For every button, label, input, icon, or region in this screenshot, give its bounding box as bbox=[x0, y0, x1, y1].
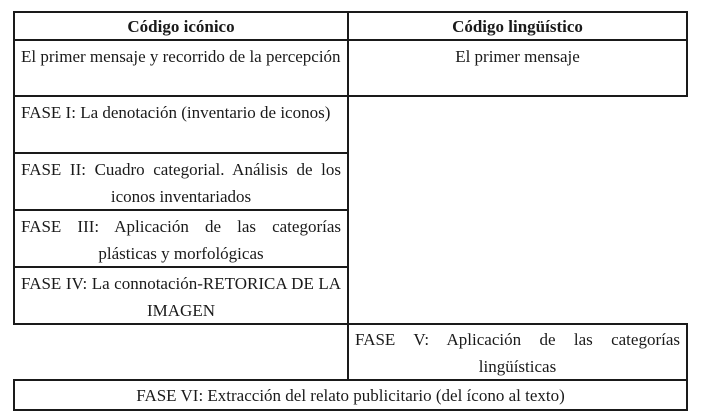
header-linguistic: Código lingüístico bbox=[452, 16, 583, 36]
fase4-cell: FASE IV: La connotación-RETORICA DE LA IMAGEN bbox=[21, 274, 341, 320]
header-iconic: Código icónico bbox=[127, 16, 235, 36]
fase1-cell: FASE I: La denotación (inventario de iconos) bbox=[21, 103, 331, 122]
fase3-cell: FASE III: Aplicación de las categorías plásticas y morfológicas bbox=[21, 217, 341, 263]
fase6-cell: FASE VI: Extracción del relato publicitario (del ícono al texto) bbox=[136, 385, 565, 405]
row1-iconic: El primer mensaje y recorrido de la percepción bbox=[21, 47, 341, 66]
fase2-cell: FASE II: Cuadro categorial. Análisis de los iconos inventariados bbox=[21, 160, 341, 206]
row1-linguistic: El primer mensaje bbox=[455, 47, 580, 66]
fase5-cell: FASE V: Aplicación de las categorías lingüísticas bbox=[355, 330, 680, 376]
